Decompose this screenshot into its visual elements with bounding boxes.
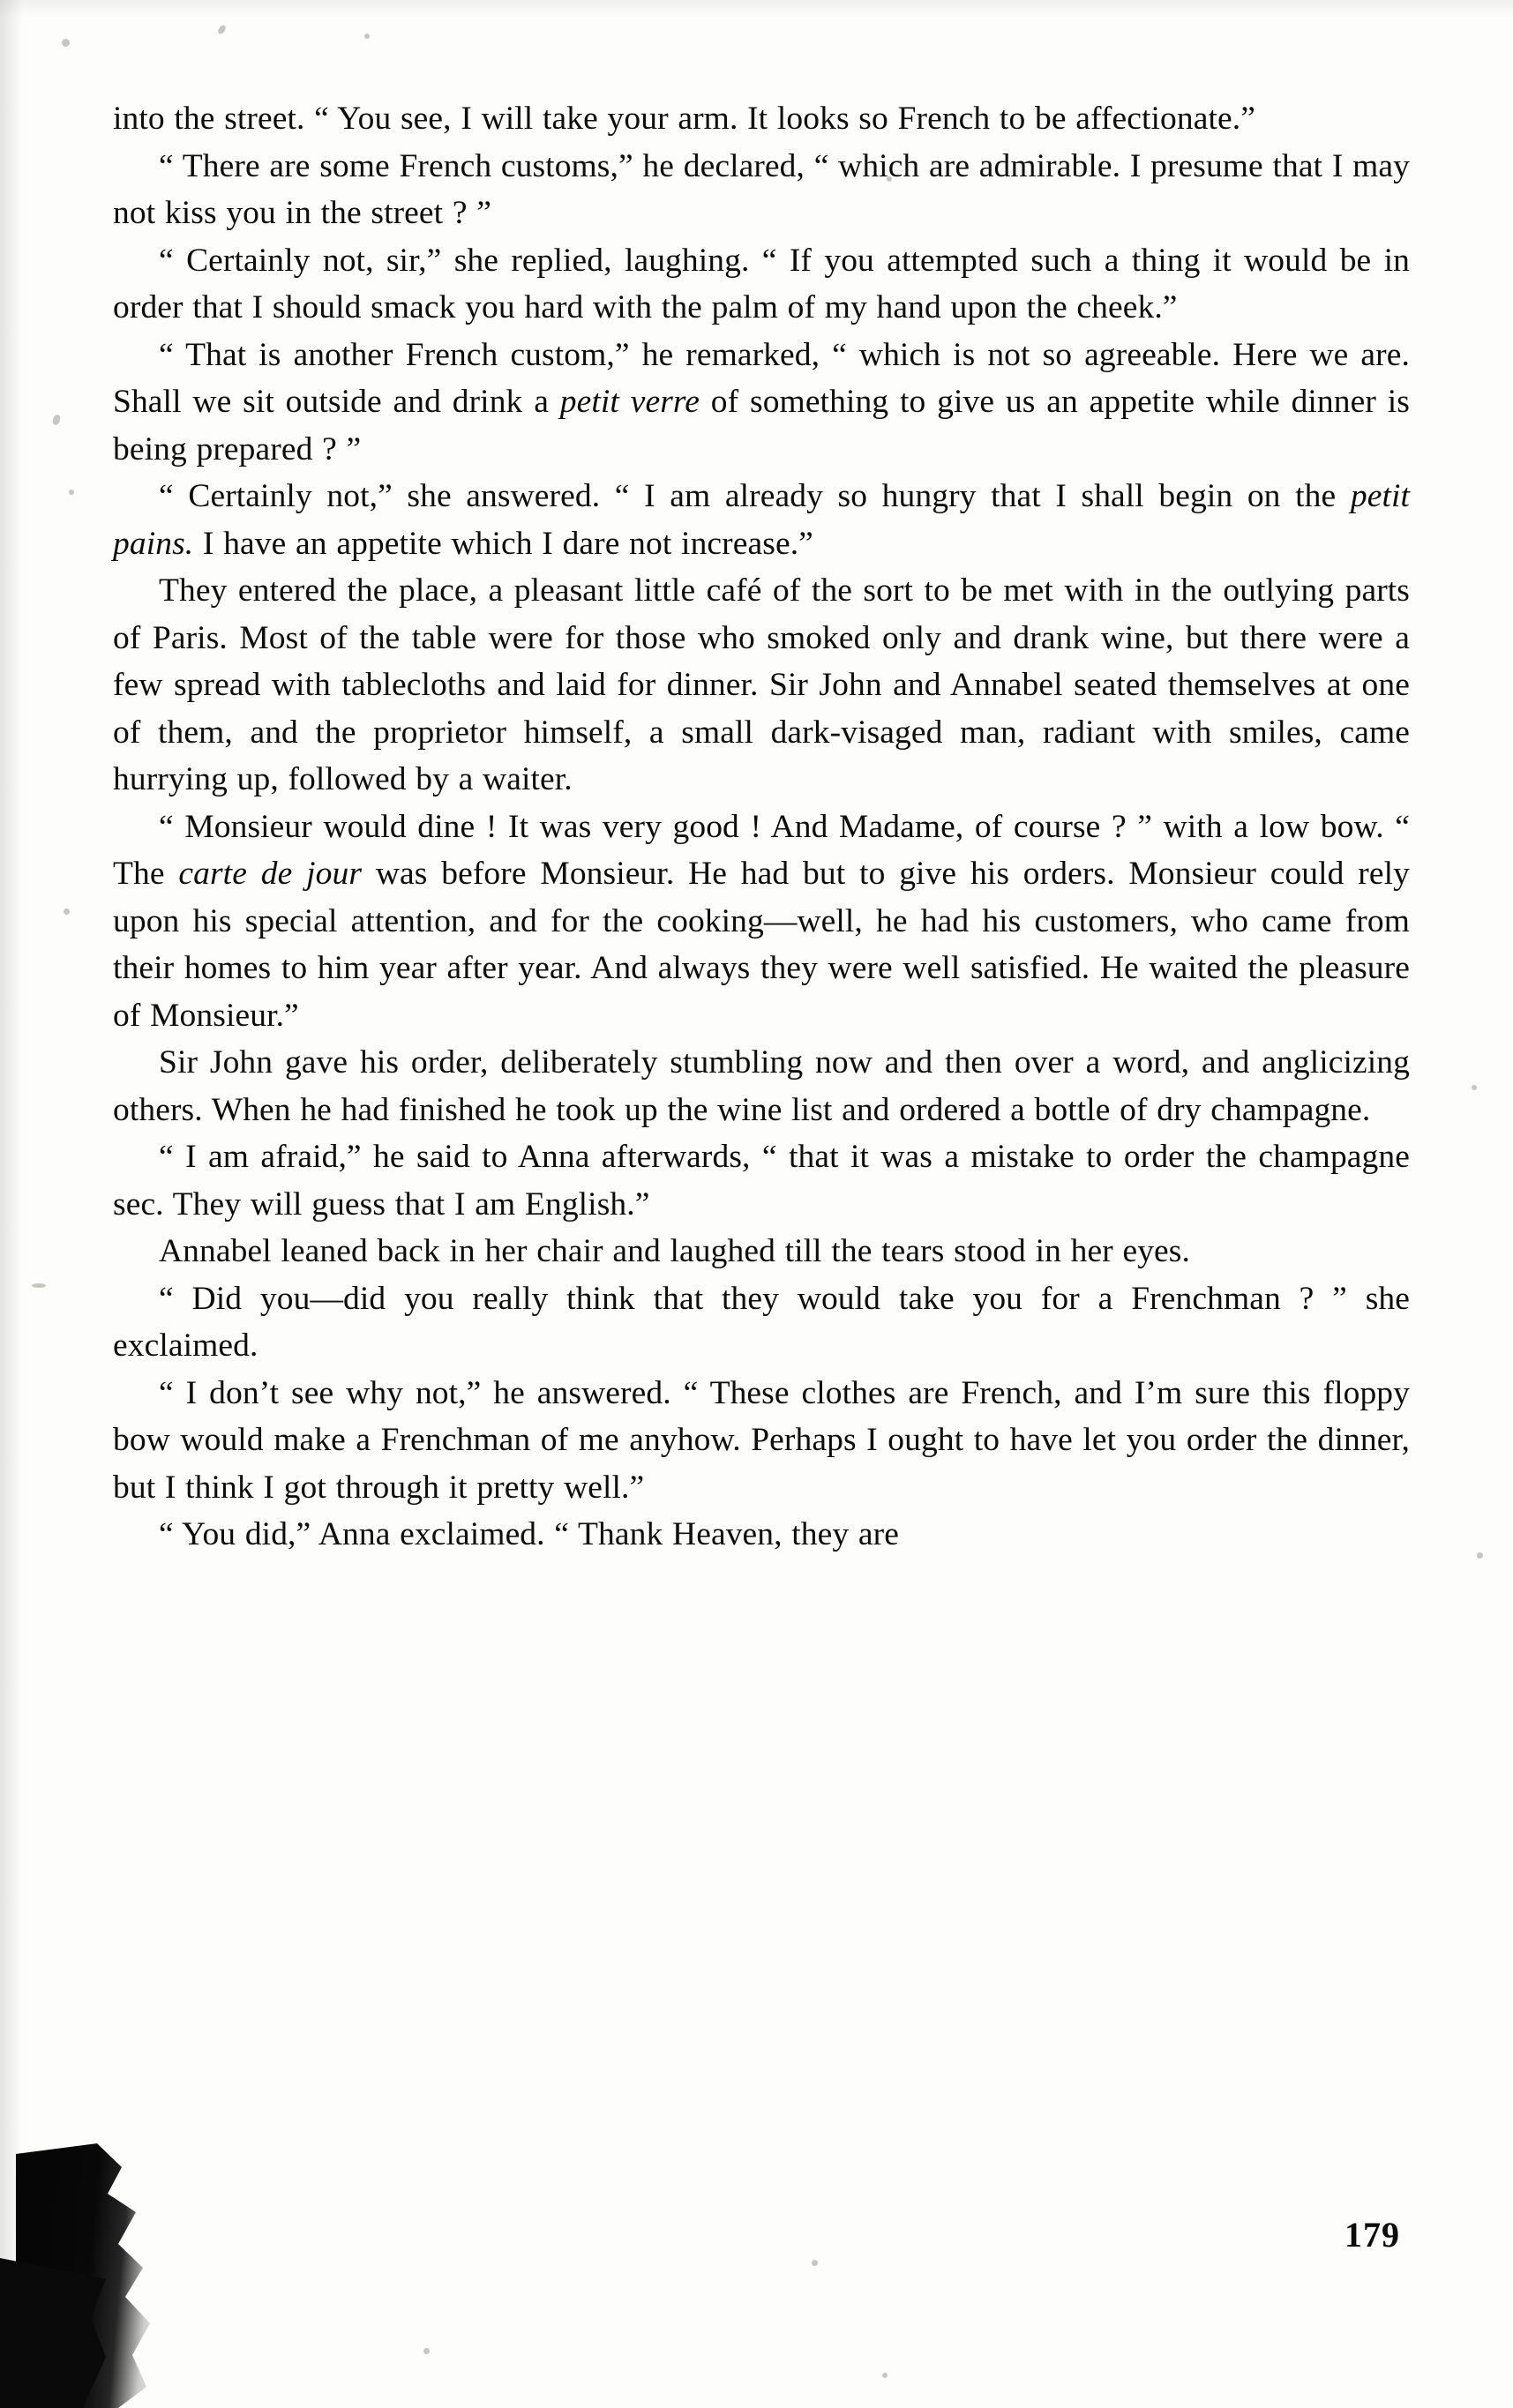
text-run: into the street. “ You see, I will take your arm. It looks so French to be affectionate.” [113, 101, 1255, 137]
paragraph [113, 1511, 1410, 1559]
paragraph [113, 567, 1410, 804]
scan-speck [51, 414, 62, 426]
paragraph [113, 1275, 1410, 1370]
scan-speck [64, 909, 70, 915]
text-run: “ There are some French customs,” he declared, “ which are admirable. I presume that I may not kiss you in the street ? ” [113, 147, 1410, 231]
text-run: of something to give us an appetite while dinner is being prepared ? ” [113, 384, 1410, 467]
text-run: “ I don’t see why not,” he answered. “ These clothes are French, and I’m sure this floppy bow would make a Frenchman of me anyhow. Perhaps I ought to have let you order the dinner, but I think I got through it pretty well.” [113, 1374, 1410, 1506]
scan-artifact-secondary [0, 2258, 106, 2408]
paragraph [113, 1370, 1410, 1512]
scan-speck [882, 2373, 888, 2378]
text-run: was before Monsieur. He had but to give his orders. Monsieur could rely upon his special attention, and for the cooking—well, he had his customers, who came from their homes to him year after year. And always they were well satisfied. He waited the pleasure of Monsieur.” [113, 856, 1410, 1034]
paragraph [113, 1039, 1410, 1133]
text-run: “ I am afraid,” he said to Anna afterwards, “ that it was a mistake to order the champagne sec. They will guess that I am English.” [113, 1139, 1410, 1223]
paragraph [113, 473, 1410, 567]
scan-speck [1472, 1085, 1477, 1090]
paragraph [113, 143, 1410, 237]
text-run: They entered the place, a pleasant little café of the sort to be met with in the outlying parts of Paris. Most of the table were for those who smoked only and drank wine, but there were a few spread with tablecloths and laid for dinner. Sir John and Annabel seated themselves at one of them, and the proprietor himself, a small dark-visaged man, radiant with smiles, came hurrying up, followed by a waiter. [113, 572, 1410, 797]
paragraph [113, 95, 1410, 143]
page-edge-shading-top [0, 0, 1513, 18]
italic-phrase: carte de jour [178, 856, 363, 892]
text-run: I have an appetite which I dare not increase.” [193, 525, 813, 562]
scan-speck [1477, 1552, 1483, 1559]
scan-speck [32, 1283, 46, 1288]
scan-speck [364, 34, 370, 39]
scan-speck [69, 490, 74, 495]
scan-speck [812, 2260, 818, 2266]
scan-speck [216, 24, 227, 35]
text-run: “ Monsieur would dine ! It was very good ! And Madame, of course ? ” with a low bow. “ The [113, 808, 1410, 892]
page-number: 179 [1344, 2215, 1400, 2255]
text-run: “ Did you—did you really think that they would take you for a Frenchman ? ” she exclaimed. [113, 1280, 1410, 1364]
text-run: “ That is another French custom,” he remarked, “ which is not so agreeable. Here we are. Shall we sit outside and drink a [113, 336, 1410, 420]
paragraph [113, 1133, 1410, 1228]
text-run: Annabel leaned back in her chair and laughed till the tears stood in her eyes. [159, 1233, 1190, 1269]
text-run: “ Certainly not, sir,” she replied, laughing. “ If you attempted such a thing it would be in order that I should smack you hard with the palm of my hand upon the cheek.” [113, 242, 1410, 325]
paragraph [113, 1228, 1410, 1275]
paragraph [113, 237, 1410, 332]
paragraph [113, 804, 1410, 1040]
italic-phrase: petit pains. [113, 478, 1410, 562]
page-edge-shading-left [0, 0, 23, 2408]
scan-speck [423, 2348, 430, 2354]
body-text [113, 95, 1410, 1559]
scan-speck [62, 39, 70, 47]
text-run: “ You did,” Anna exclaimed. “ Thank Heaven, they are [159, 1516, 900, 1552]
text-run: “ Certainly not,” she answered. “ I am already so hungry that I shall begin on the [159, 478, 1351, 514]
text-run: Sir John gave his order, deliberately stumbling now and then over a word, and anglicizing others. When he had finished he took up the wine list and ordered a bottle of dry champagne. [113, 1044, 1410, 1128]
paragraph [113, 332, 1410, 474]
italic-phrase: petit verre [559, 384, 700, 420]
